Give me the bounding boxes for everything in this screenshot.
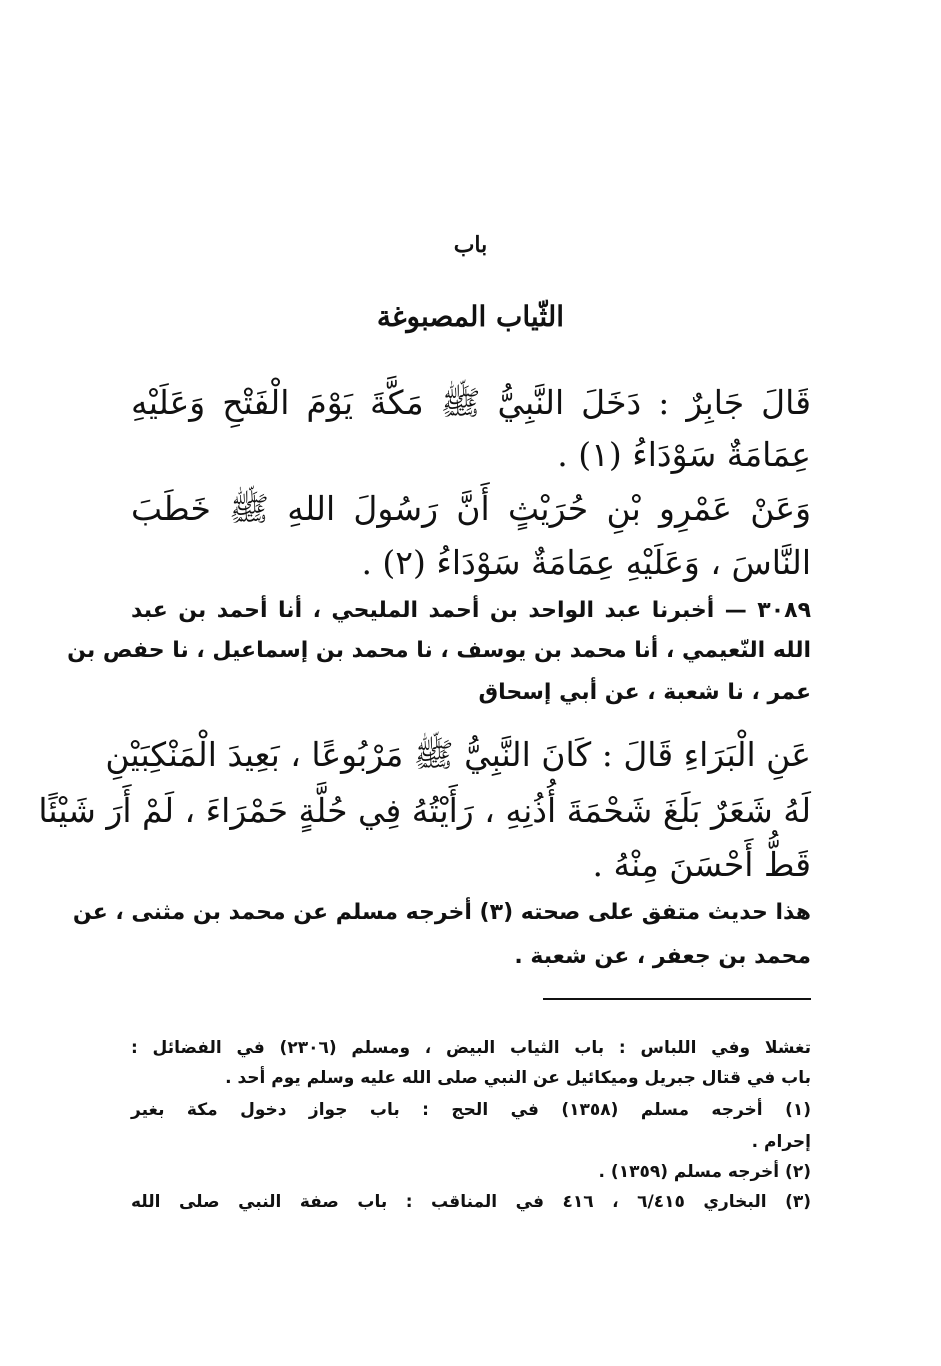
footnote-separator [543, 998, 811, 1000]
footnote-line: إحرام . [751, 1132, 811, 1152]
hadith-text-line: لَهُ شَعَرٌ بَلَغَ شَحْمَةَ أُذُنِهِ ، رَأَيْتُهُ فِي حُلَّةٍ حَمْرَاءَ ، لَمْ أَرَ شَيْئًا [38, 791, 811, 830]
chapter-label: باب [453, 232, 488, 258]
isnad-line: ٣٠٨٩ — أخبرنا عبد الواحد بن أحمد المليحي ، أنا أحمد بن عبد [131, 598, 811, 623]
hadith-text-line: النَّاسَ ، وَعَلَيْهِ عِمَامَةٌ سَوْدَاءُ (٢) . [361, 543, 811, 582]
footnote-line: (١) أخرجه مسلم (١٣٥٨) في الحج : باب جواز دخول مكة بغير [131, 1100, 812, 1120]
footnote-line: تغشلا وفي اللباس : باب الثياب البيض ، ومسلم (٢٣٠٦) في الفضائل : [131, 1038, 812, 1058]
chapter-title: الثّياب المصبوغة [376, 300, 565, 333]
hadith-text-line: وَعَنْ عَمْرِو بْنِ حُرَيْثٍ أَنَّ رَسُولَ اللهِ ﷺ خَطَبَ [131, 489, 811, 528]
commentary-line: محمد بن جعفر ، عن شعبة . [514, 944, 811, 969]
isnad-line: الله النّعيمي ، أنا محمد بن يوسف ، نا محمد بن إسماعيل ، نا حفص بن [67, 638, 811, 663]
commentary-line: هذا حديث متفق على صحته (٣) أخرجه مسلم عن محمد بن مثنى ، عن [72, 900, 811, 925]
hadith-text-line: قَطُّ أَحْسَنَ مِنْهُ . [592, 845, 811, 884]
footnote-line: (٣) البخاري ٦/٤١٥ ، ٤١٦ في المناقب : باب صفة النبي صلى الله [131, 1192, 812, 1212]
hadith-text-line: عِمَامَةٌ سَوْدَاءُ (١) . [557, 435, 811, 474]
hadith-text-line: عَنِ الْبَرَاءِ قَالَ : كَانَ النَّبِيُّ ﷺ مَرْبُوعًا ، بَعِيدَ الْمَنْكِبَيْنِ [105, 735, 811, 774]
footnote-line: باب في قتال جبريل وميكائيل عن النبي صلى الله عليه وسلم يوم أحد . [225, 1068, 811, 1088]
hadith-text-line: قَالَ جَابِرٌ : دَخَلَ النَّبِيُّ ﷺ مَكَّةَ يَوْمَ الْفَتْحِ وَعَلَيْهِ [131, 383, 811, 422]
isnad-line: عمر ، نا شعبة ، عن أبي إسحاق [478, 680, 811, 705]
footnote-line: (٢) أخرجه مسلم (١٣٥٩) . [598, 1162, 811, 1182]
